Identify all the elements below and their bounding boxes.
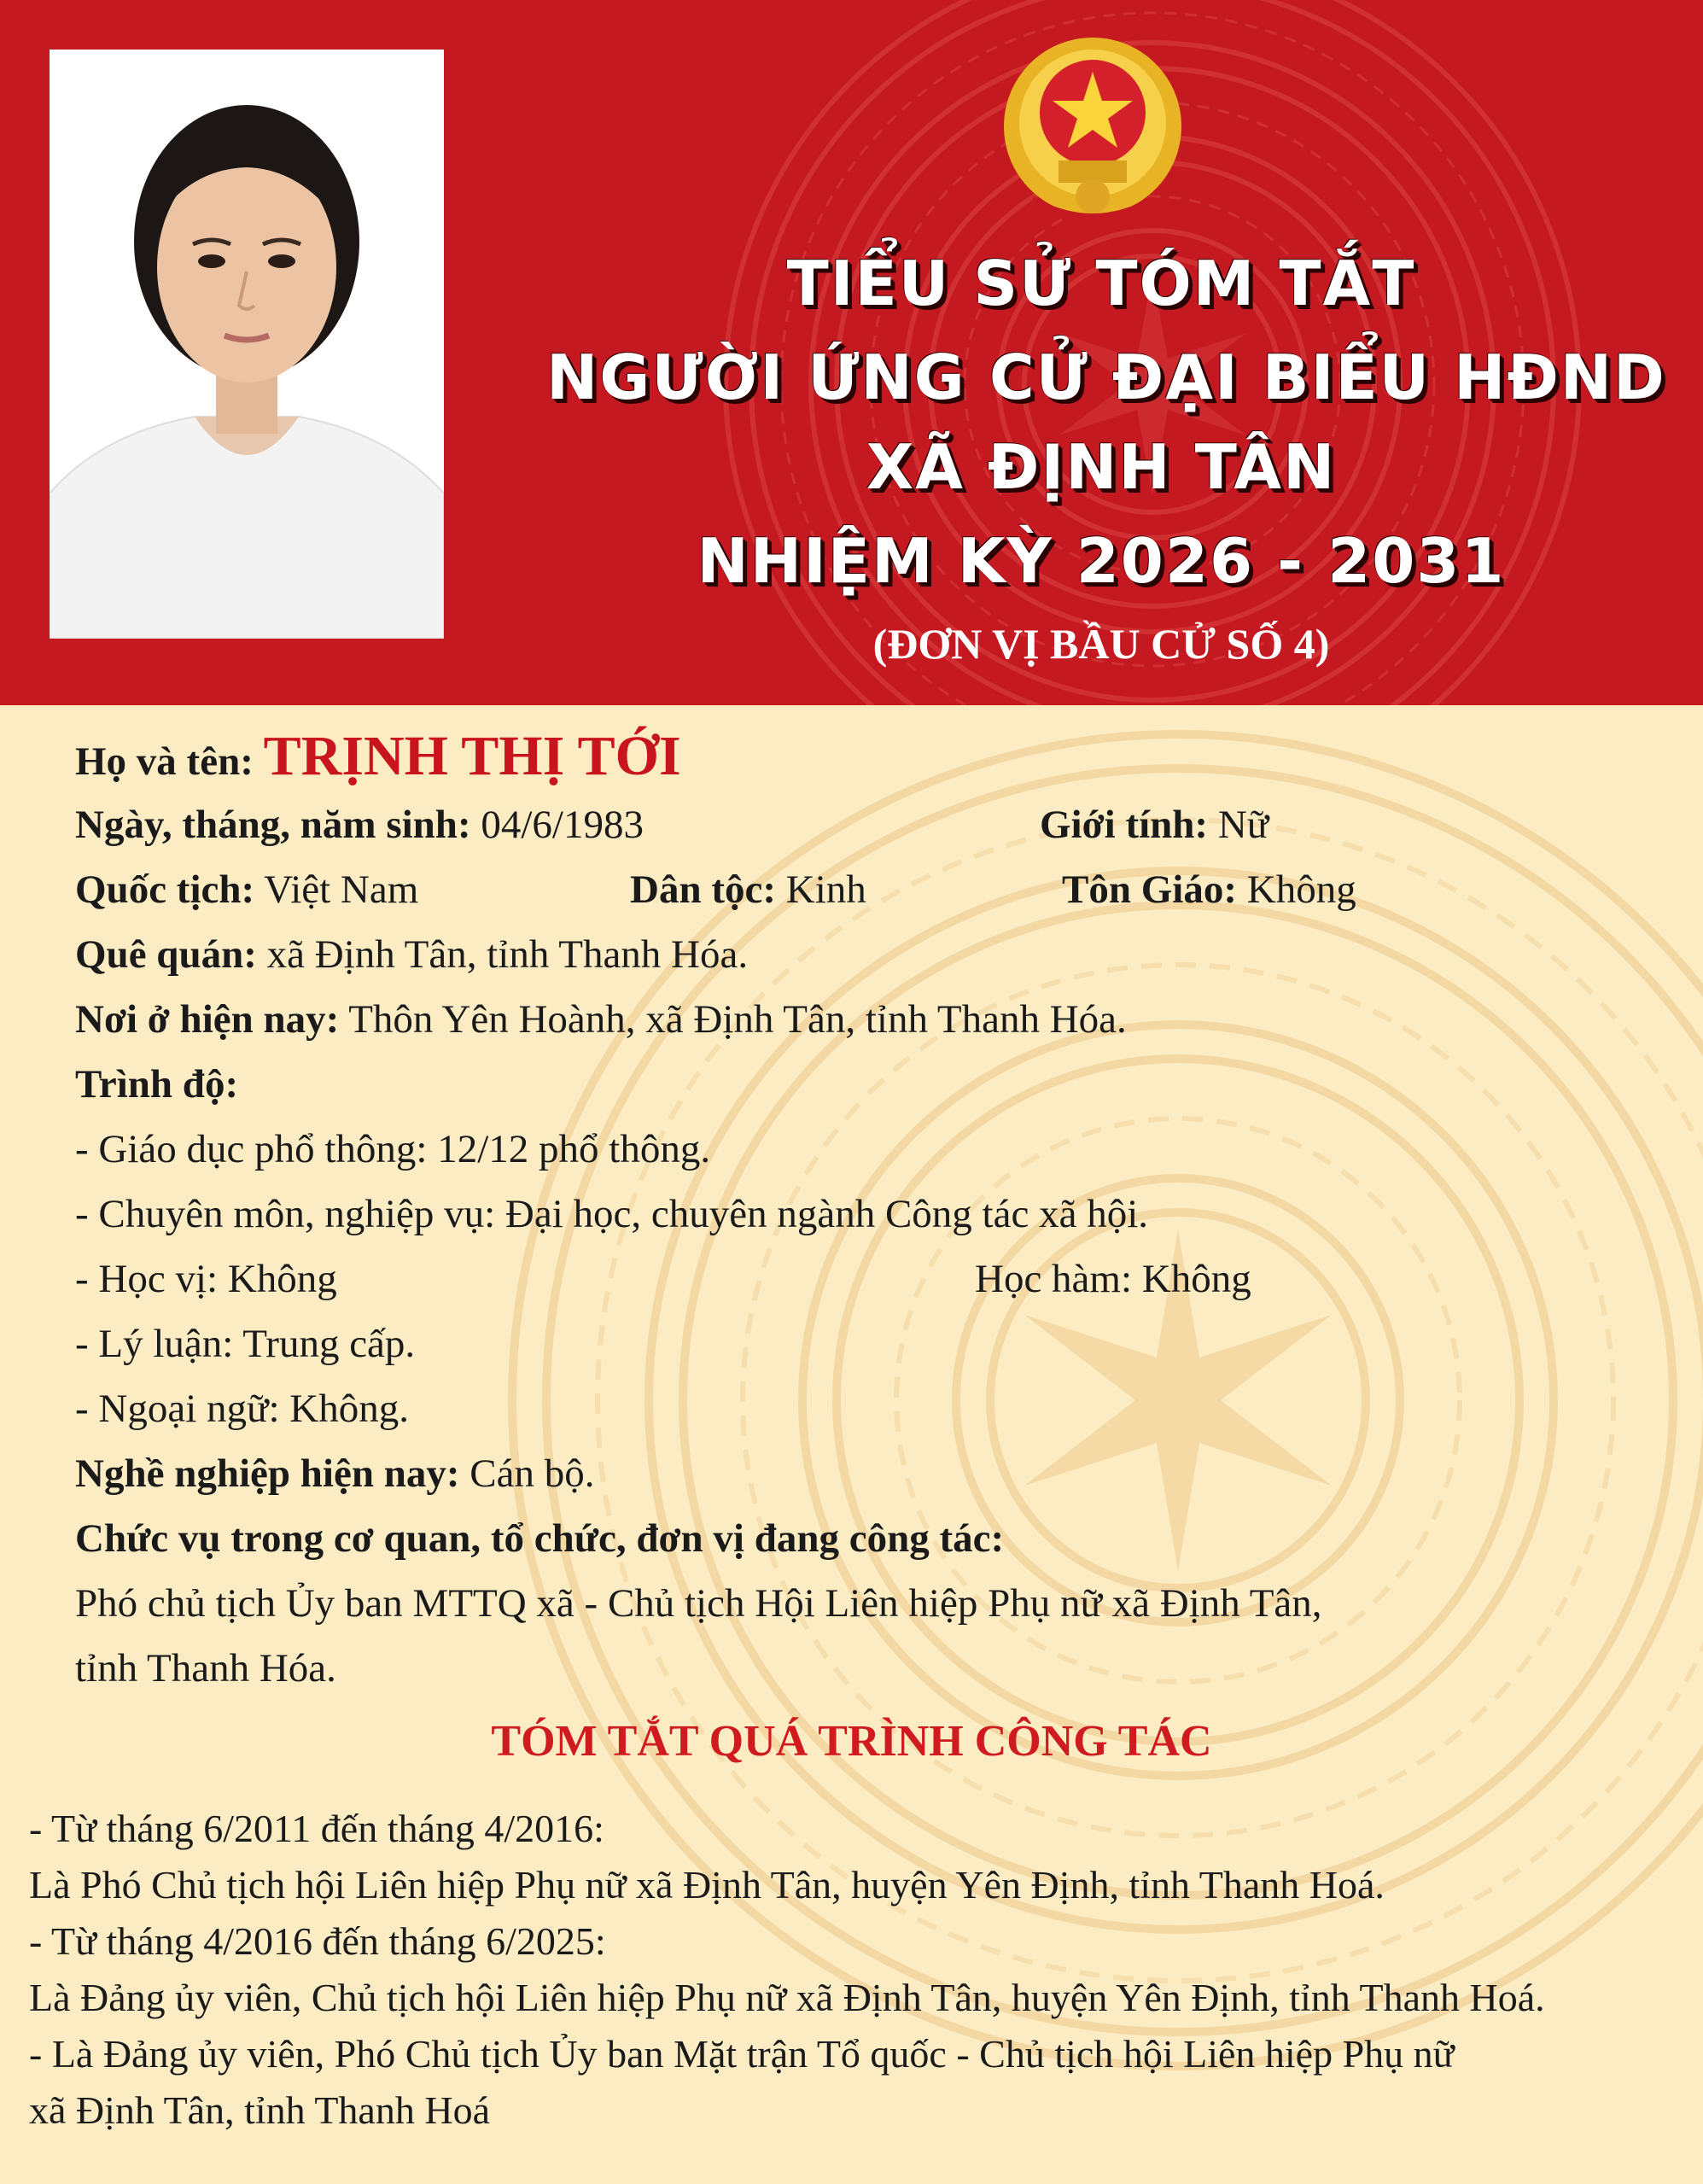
degree: - Học vị: Không <box>75 1257 337 1301</box>
foreign-language: - Ngoại ngữ: Không. <box>75 1387 409 1431</box>
dob-row <box>75 801 644 849</box>
hometown-label: Quê quán: <box>75 932 257 977</box>
portrait-icon <box>50 50 444 639</box>
name-label: Họ và tên: <box>75 739 254 784</box>
position-line-1: Phó chủ tịch Ủy ban MTTQ xã - Chủ tịch Hội Liên hiệp Phụ nữ xã Định Tân, <box>75 1581 1322 1626</box>
residence-label: Nơi ở hiện nay: <box>75 997 340 1042</box>
national-emblem-icon <box>999 34 1187 226</box>
candidate-name: TRỊNH THỊ TỚI <box>263 725 681 787</box>
position-line-2: tỉnh Thanh Hóa. <box>75 1646 336 1691</box>
title-line-4: NHIỆM KỲ 2026 - 2031 <box>697 525 1506 597</box>
position-label: Chức vụ trong cơ quan, tổ chức, đơn vị đang công tác: <box>75 1516 1005 1561</box>
nationality-value: Việt Nam <box>264 867 419 912</box>
residence-row <box>75 996 1127 1043</box>
education-label: Trình độ: <box>75 1062 239 1107</box>
title-line-1: TIỂU SỬ TÓM TẮT <box>786 248 1416 319</box>
specialty: - Chuyên môn, nghiệp vụ: Đại học, chuyên ngành Công tác xã hội. <box>75 1192 1148 1236</box>
career-line-5: - Là Đảng ủy viên, Phó Chủ tịch Ủy ban Mặt trận Tổ quốc - Chủ tịch hội Liên hiệp Phụ nữ <box>29 2032 1455 2076</box>
header-banner <box>0 0 1703 705</box>
religion-row <box>1062 866 1356 914</box>
general-education: - Giáo dục phổ thông: 12/12 phổ thông. <box>75 1127 711 1171</box>
electoral-unit-subtitle: (ĐƠN VỊ BẦU CỬ SỐ 4) <box>872 620 1330 668</box>
career-line-3: - Từ tháng 4/2016 đến tháng 6/2025: <box>29 1919 606 1963</box>
dob-label: Ngày, tháng, năm sinh: <box>75 803 471 847</box>
residence-value: Thôn Yên Hoành, xã Định Tân, tỉnh Thanh Hóa. <box>348 997 1127 1042</box>
ethnicity-row <box>630 866 866 914</box>
career-line-2: Là Phó Chủ tịch hội Liên hiệp Phụ nữ xã Định Tân, huyện Yên Định, tỉnh Thanh Hoá. <box>29 1863 1385 1907</box>
career-line-1: - Từ tháng 6/2011 đến tháng 4/2016: <box>29 1807 604 1850</box>
nationality-row <box>75 866 418 914</box>
career-line-4: Là Đảng ủy viên, Chủ tịch hội Liên hiệp Phụ nữ xã Định Tân, huyện Yên Định, tỉnh Thanh Hoá. <box>29 1976 1545 2019</box>
religion-value: Không <box>1246 867 1356 912</box>
career-section-title: TÓM TẮT QUÁ TRÌNH CÔNG TÁC <box>491 1717 1212 1766</box>
hometown-value: xã Định Tân, tỉnh Thanh Hóa. <box>266 932 749 977</box>
candidate-photo <box>50 50 444 639</box>
title-line-2: NGƯỜI ỨNG CỬ ĐẠI BIỂU HĐND <box>546 342 1666 413</box>
education-heading <box>75 1060 238 1108</box>
occupation-label: Nghề nghiệp hiện nay: <box>75 1451 460 1496</box>
religion-label: Tôn Giáo: <box>1062 867 1238 912</box>
title-line-3: XÃ ĐỊNH TÂN <box>866 431 1337 503</box>
ethnicity-label: Dân tộc: <box>630 867 776 912</box>
occupation-row <box>75 1450 595 1498</box>
profile-content <box>0 705 1703 2184</box>
political-theory: - Lý luận: Trung cấp. <box>75 1322 416 1366</box>
occupation-value: Cán bộ. <box>469 1451 595 1496</box>
academic-title: Học hàm: Không <box>975 1257 1251 1301</box>
position-heading <box>75 1515 1004 1562</box>
dob-value: 04/6/1983 <box>481 803 644 847</box>
name-row <box>75 722 681 790</box>
gender-value: Nữ <box>1217 803 1269 847</box>
hometown-row <box>75 931 748 978</box>
gender-row <box>1040 801 1269 849</box>
gender-label: Giới tính: <box>1040 803 1209 847</box>
nationality-label: Quốc tịch: <box>75 867 255 912</box>
ethnicity-value: Kinh <box>785 867 866 912</box>
career-line-6: xã Định Tân, tỉnh Thanh Hoá <box>29 2088 490 2132</box>
